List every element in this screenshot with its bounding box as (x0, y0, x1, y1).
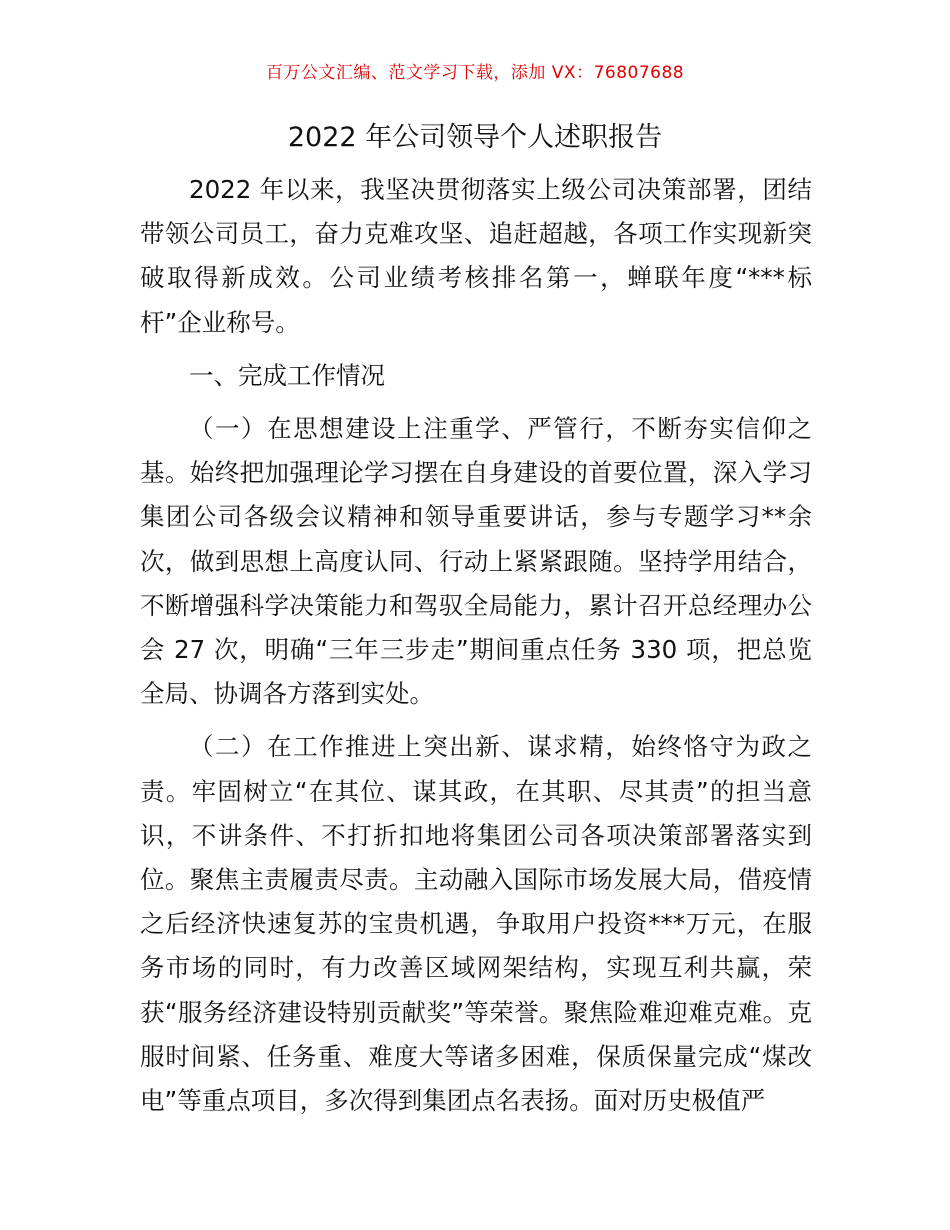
document-title: 2022 年公司领导个人述职报告 (287, 122, 663, 153)
document-body (140, 168, 812, 1132)
paragraph-ideology: （一）在思想建设上注重学、严管行，不断夯实信仰之基。始终把加强理论学习摆在自身建设的首要位置，深入学习集团公司各级会议精神和领导重要讲话，参与专题学习**余次，做到思想上高度认同、行动上紧紧跟随。坚持学用结合，不断增强科学决策能力和驾驭全局能力，累计召开总经理办公会 27 次，明确“三年三步走”期间重点任务 330 项，把总览全局、协调各方落到实处。 (140, 414, 812, 709)
paragraph-intro: 2022 年以来，我坚决贯彻落实上级公司决策部署，团结带领公司员工，奋力克难攻坚、追赶超越，各项工作实现新突破取得新成效。公司业绩考核排名第一，蝉联年度“***标杆”企业称号。 (140, 175, 812, 337)
header-watermark-note: 百万公文汇编、范文学习下载，添加 VX：76807688 (265, 63, 685, 83)
paragraph-work-progress: （二）在工作推进上突出新、谋求精，始终恪守为政之责。牢固树立“在其位、谋其政，在其职、尽其责”的担当意识，不讲条件、不打折扣地将集团公司各项决策部署落实到位。聚焦主责履责尽责。主动融入国际市场发展大局，借疫情之后经济快速复苏的宝贵机遇，争取用户投资***万元，在服务市场的同时，有力改善区域网架结构，实现互利共赢，荣获“服务经济建设特别贡献奖”等荣誉。聚焦险难迎难克难。克服时间紧、任务重、难度大等诸多困难，保质保量完成“煤改电”等重点项目，多次得到集团点名表扬。面对历史极值严 (140, 732, 812, 1116)
section-heading-1: 一、完成工作情况 (189, 360, 385, 390)
